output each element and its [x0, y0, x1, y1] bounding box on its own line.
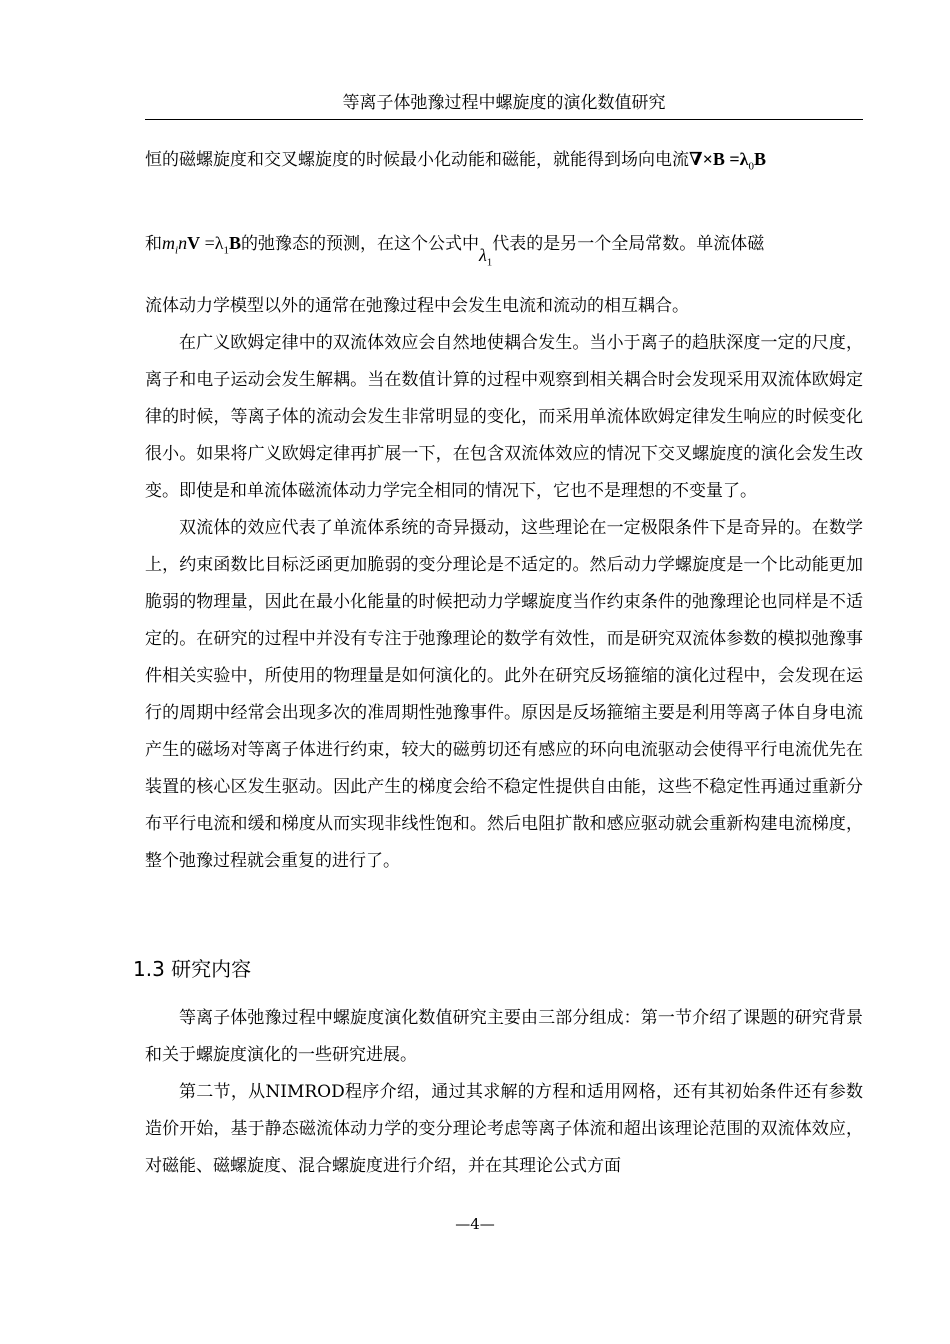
equation-flow-relation: $m_inV =\lambda_1B$: [162, 232, 241, 257]
page-number: —4—: [455, 1215, 495, 1233]
text-line-3: 流体动力学模型以外的通常在弛豫过程中会发生电流和流动的相互耦合。: [145, 296, 689, 317]
paragraph-overview: 等离子体弛豫过程中螺旋度演化数值研究主要由三部分组成：第一节介绍了课题的研究背景和关于螺旋度演化的一些研究进展。: [145, 1008, 863, 1065]
section-heading: [133, 953, 251, 982]
section-title: 研究内容: [171, 957, 252, 981]
paragraph-two-fluid-effect: 在广义欧姆定律中的双流体效应会自然地使耦合发生。当小于离子的趋肤深度一定的尺度，离子和电子运动会发生解耦。当在数值计算的过程中观察到相关耦合时会发现采用双流体欧姆定律的时候，等离子体的流动会发生非常明显的变化，而采用单流体欧姆定律发生响应的时候变化很小。如果将广义欧姆定律再扩展一下，在包含双流体效应的情况下交叉螺旋度的演化会发生改变。即使是和单流体磁流体动力学完全相同的情况下，它也不是理想的不变量了。: [145, 333, 863, 502]
equation-field-aligned-current: $\nabla\times B =\lambda_0B$: [689, 149, 766, 173]
page-header: [145, 88, 863, 120]
symbol-lambda-1: $\lambda_1$: [478, 244, 493, 269]
paragraph-singular-perturbation: 双流体的效应代表了单流体系统的奇异摄动，这些理论在一定极限条件下是奇异的。在数学上，约束函数比目标泛函更加脆弱的变分理论是不适定的。然后动力学螺旋度是一个比动能更加脆弱的物理量，因此在最小化能量的时候把动力学螺旋度当作约束条件的弛豫理论也同样是不适定的。在研究的过程中并没有专注于弛豫理论的数学有效性，而是研究双流体参数的模拟弛豫事件相关实验中，所使用的物理量是如何演化的。此外在研究反场箍缩的演化过程中，会发现在运行的周期中经常会出现多次的准周期性弛豫事件。原因是反场箍缩主要是利用等离子体自身电流产生的磁场对等离子体进行约束，较大的磁剪切还有感应的环向电流驱动会使得平行电流优先在装置的核心区发生驱动。因此产生的梯度会给不稳定性提供自由能，这些不稳定性再通过重新分布平行电流和缓和梯度从而实现非线性饱和。然后电阻扩散和感应驱动就会重新构建电流梯度，整个弛豫过程就会重复的进行了。: [145, 518, 863, 872]
running-title: 等离子体弛豫过程中螺旋度的演化数值研究: [342, 93, 666, 113]
text-line-2: 和$m_inV =\lambda_1B$的弛豫态的预测，在这个公式中$\lambda_1$代表的是另一个全局常数。单流体磁: [145, 232, 765, 269]
text-line-1: 恒的磁螺旋度和交叉螺旋度的时候最小化动能和磁能，就能得到场向电流$\nabla\times B =\lambda_0B$: [145, 149, 766, 173]
body-text-top: [145, 135, 863, 880]
section-number: 1.3: [133, 957, 165, 981]
body-text-bottom: [145, 1000, 863, 1185]
paragraph-section-two: 第二节，从NIMROD程序介绍，通过其求解的方程和适用网格，还有其初始条件还有参数造价开始，基于静态磁流体动力学的变分理论考虑等离子体流和超出该理论范围的双流体效应，对磁能、磁螺旋度、混合螺旋度进行介绍，并在其理论公式方面: [145, 1082, 863, 1176]
